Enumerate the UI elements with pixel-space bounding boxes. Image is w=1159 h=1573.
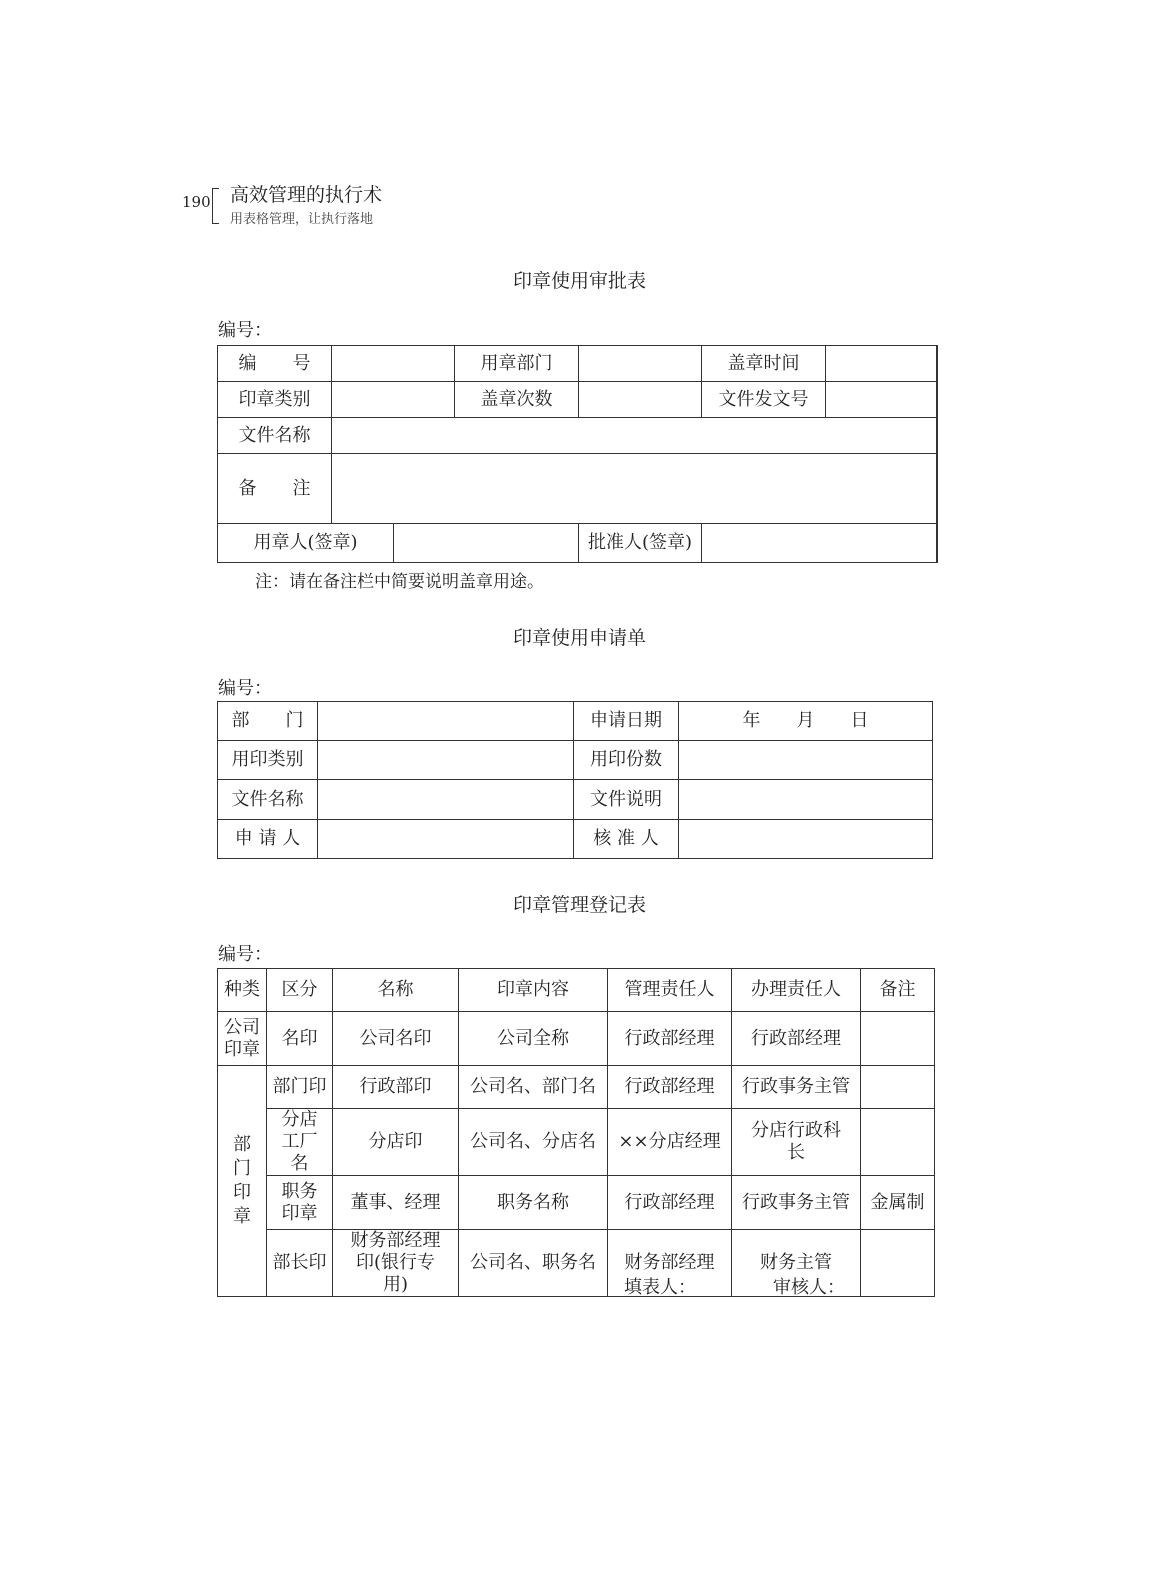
header-kind: 种类 [218,969,267,1012]
header-handler: 办理责任人 [732,969,861,1012]
label-apply-dept: 部 门 [218,702,318,741]
value-apply-copies[interactable] [679,741,933,780]
cell-content: 公司全称 [459,1012,608,1066]
cell-manager: 行政部经理 [608,1066,732,1109]
cell-class: 部门印 [267,1066,333,1109]
cell-content: 公司名、职务名 [459,1230,608,1297]
table-row [218,1109,935,1176]
group-company-text: 公司印章 [223,1016,260,1060]
cell-manager: 行政部经理 [608,1012,732,1066]
page-number: 190 [182,193,211,211]
table-row [218,1066,935,1109]
value-number[interactable] [332,346,455,382]
cell-handler: 行政事务主管 [732,1066,861,1109]
group-dept-text: 部门印章 [233,1134,251,1227]
cell-class-text: 分店工厂名 [281,1109,318,1174]
value-apply-date[interactable]: 年 月 日 [679,702,933,741]
cell-class: 部长印 [267,1230,333,1297]
form1-title: 印章使用审批表 [512,270,646,292]
label-verifier: 核 准 人 [574,820,679,859]
cell-manager: 行政部经理 [608,1176,732,1230]
cell-name: 分店印 [333,1109,459,1176]
cell-handler: 财务主管 [732,1230,861,1297]
form3-title: 印章管理登记表 [512,894,646,916]
cell-handler [732,1109,861,1176]
cell-name [333,1230,459,1297]
value-apply-doc-desc[interactable] [679,780,933,820]
value-apply-category[interactable] [318,741,574,780]
label-number: 编 号 [218,346,332,382]
cell-name: 董事、经理 [333,1176,459,1230]
value-approver[interactable] [702,524,937,563]
cell-name: 公司名印 [333,1012,459,1066]
cell-handler: 行政部经理 [732,1012,861,1066]
value-remark[interactable] [332,454,937,524]
value-verifier[interactable] [679,820,933,859]
form2-title: 印章使用申请单 [512,627,646,649]
cell-remark [861,1109,935,1176]
reviewer-label: 审核人： [773,1277,845,1298]
cell-content: 职务名称 [459,1176,608,1230]
label-remark: 备 注 [218,454,332,524]
cell-manager: ××分店经理 [608,1109,732,1176]
header-remark: 备注 [861,969,935,1012]
label-user: 用章人(签章) [218,524,394,563]
value-time[interactable] [826,346,937,382]
seal-approval-table [217,345,938,563]
label-approver: 批准人(签章) [579,524,702,563]
label-applicant: 申 请 人 [218,820,318,859]
cell-manager: 财务部经理 [608,1230,732,1297]
label-doc-no: 文件发文号 [702,382,826,418]
value-dept[interactable] [579,346,702,382]
seal-register-table [217,968,935,1297]
header-content: 印章内容 [459,969,608,1012]
value-count[interactable] [579,382,702,418]
label-apply-date: 申请日期 [574,702,679,741]
form2-code-label: 编号： [218,678,272,699]
label-apply-doc-desc: 文件说明 [574,780,679,820]
cell-class-text: 职务印章 [281,1180,318,1224]
value-apply-dept[interactable] [318,702,574,741]
value-doc-name[interactable] [332,418,937,454]
value-applicant[interactable] [318,820,574,859]
label-time: 盖章时间 [702,346,826,382]
label-apply-doc-name: 文件名称 [218,780,318,820]
group-company-seal [218,1012,267,1066]
cell-handler: 行政事务主管 [732,1176,861,1230]
filler-label: 填表人： [624,1277,696,1298]
label-dept: 用章部门 [455,346,579,382]
cell-class: 名印 [267,1012,333,1066]
form3-code-label: 编号： [218,944,272,965]
value-doc-no[interactable] [826,382,937,418]
header-name: 名称 [333,969,459,1012]
cell-class [267,1109,333,1176]
table-row [218,1012,935,1066]
value-category[interactable] [332,382,455,418]
cell-handler-text: 分店行政科长 [751,1120,841,1163]
cell-content: 公司名、分店名 [459,1109,608,1176]
cell-remark: 金属制 [861,1176,935,1230]
header-manager: 管理责任人 [608,969,732,1012]
form1-note: 注：请在备注栏中简要说明盖章用途。 [255,572,544,592]
cell-remark [861,1066,935,1109]
label-apply-copies: 用印份数 [574,741,679,780]
header-bracket [212,188,219,224]
cell-content: 公司名、部门名 [459,1066,608,1109]
header-class: 区分 [267,969,333,1012]
running-header [182,180,482,230]
label-category: 印章类别 [218,382,332,418]
book-title: 高效管理的执行术 [230,184,383,206]
table-row [218,1176,935,1230]
book-subtitle: 用表格管理，让执行落地 [230,212,374,227]
group-dept-seal [218,1066,267,1297]
value-apply-doc-name[interactable] [318,780,574,820]
cell-remark [861,1012,935,1066]
form1-code-label: 编号： [218,320,272,341]
label-apply-category: 用印类别 [218,741,318,780]
label-doc-name: 文件名称 [218,418,332,454]
value-user[interactable] [394,524,579,563]
seal-application-table [217,701,933,859]
cell-remark [861,1230,935,1297]
cell-class [267,1176,333,1230]
cell-name-text: 财务部经理印(银行专用) [350,1230,441,1295]
label-count: 盖章次数 [455,382,579,418]
cell-name: 行政部印 [333,1066,459,1109]
